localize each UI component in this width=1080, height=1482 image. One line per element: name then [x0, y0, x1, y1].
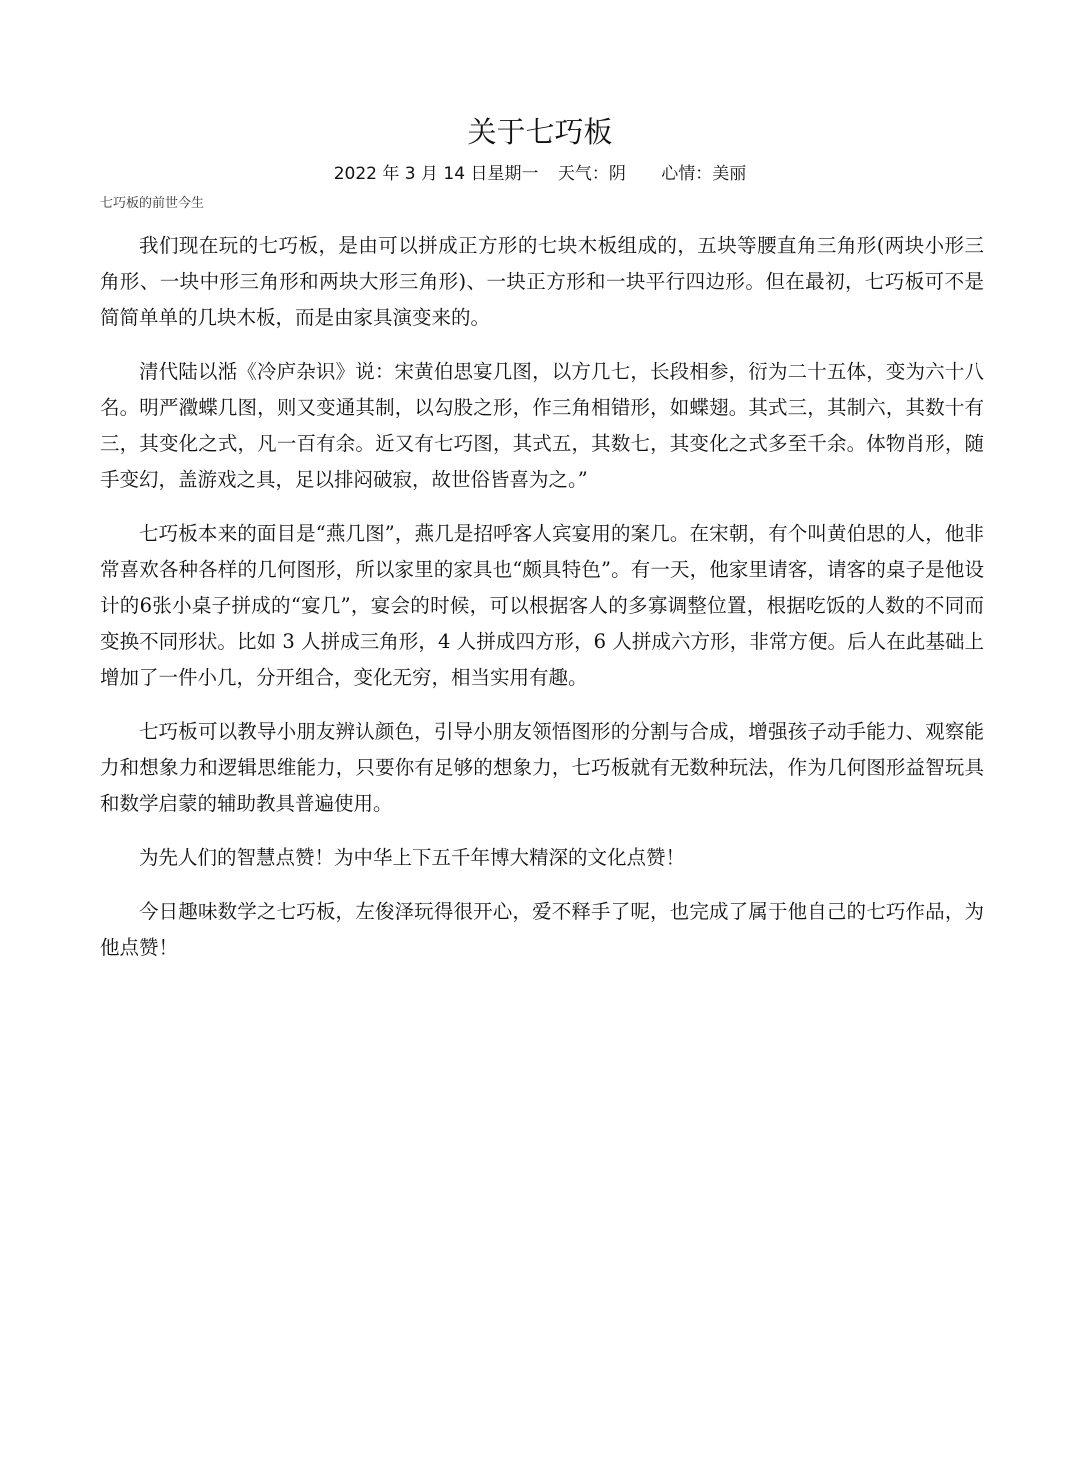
- date-text: 2022 年 3 月 14 日星期一: [333, 164, 539, 184]
- weather-text: 天气：阴: [557, 164, 626, 184]
- document-title: 关于七巧板: [467, 115, 613, 149]
- section-label: 七巧板的前世今生: [100, 196, 205, 211]
- document-meta-line: [0, 162, 1080, 186]
- paragraph-6: 今日趣味数学之七巧板，左俊泽玩得很开心，爱不释手了呢，也完成了属于他自己的七巧作品，为他点赞！: [100, 900, 984, 959]
- paragraph-4: 七巧板可以教导小朋友辨认颜色，引导小朋友领悟图形的分割与合成，增强孩子动手能力、观察能力和想象力和逻辑思维能力，只要你有足够的想象力，七巧板就有无数种玩法，作为几何图形益智玩具和数学启蒙的辅助教具普遍使用。: [100, 720, 984, 815]
- paragraph-3: 七巧板本来的面目是“燕几图”，燕几是招呼客人宾宴用的案几。在宋朝，有个叫黄伯思的人，他非常喜欢各种各样的几何图形，所以家里的家具也“颇具特色”。有一天，他家里请客，请客的桌子是他设计的6张小桌子拼成的“宴几”，宴会的时候，可以根据客人的多寡调整位置，根据吃饭的人数的不同而变换不同形状。比如 3 人拼成三角形，4 人拼成四方形，6 人拼成六方形，非常方便。后人在此基础上增加了一件小几，分开组合，变化无穷，相当实用有趣。: [100, 522, 984, 689]
- document-body: [100, 228, 984, 984]
- paragraph-5: 为先人们的智慧点赞！为中华上下五千年博大精深的文化点赞！: [139, 846, 686, 869]
- mood-text: 心情：美丽: [661, 164, 747, 184]
- paragraph-2: 清代陆以湉《冷庐杂识》说：宋黄伯思宴几图，以方几七，长段相参，衍为二十五体，变为六十八名。明严瀓蝶几图，则又变通其制，以勾股之形，作三角相错形，如蝶翅。其式三，其制六，其数十有三，其变化之式，凡一百有余。近又有七巧图，其式五，其数七，其变化之式多至千余。体物肖形，随手变幻，盖游戏之具，足以排闷破寂，故世俗皆喜为之。”: [100, 360, 984, 491]
- paragraph-1: 我们现在玩的七巧板，是由可以拼成正方形的七块木板组成的，五块等腰直角三角形(两块小形三角形、一块中形三角形和两块大形三角形)、一块正方形和一块平行四边形。但在最初，七巧板可不是简简单单的几块木板，而是由家具演变来的。: [100, 234, 984, 329]
